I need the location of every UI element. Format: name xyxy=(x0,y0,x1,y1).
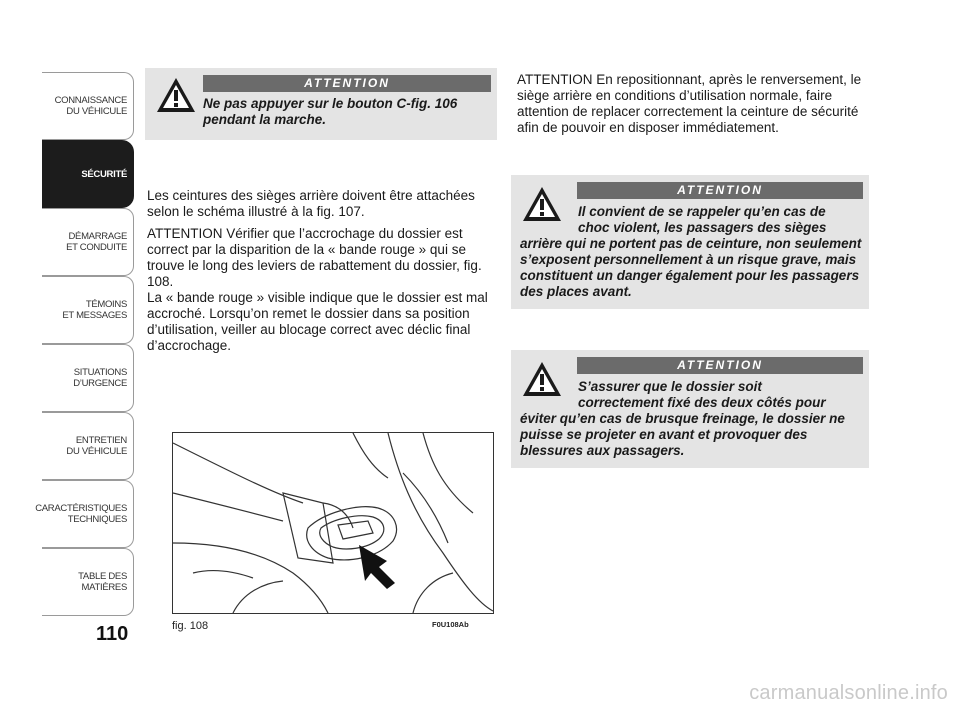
warning-text xyxy=(203,96,493,128)
warning-text xyxy=(520,379,865,459)
figure-108 xyxy=(172,432,494,614)
warning-text xyxy=(520,204,865,300)
warning-line: pendant la marche. xyxy=(203,112,327,127)
warning-line: Il convient de se rappeler qu’en cas de xyxy=(578,204,826,219)
tab-situations[interactable]: SITUATIONS D’URGENCE xyxy=(42,344,134,412)
arrow-icon xyxy=(359,545,395,589)
figure-code: F0U108Ab xyxy=(432,620,469,629)
tab-entretien[interactable]: ENTRETIEN DU VÉHICULE xyxy=(42,412,134,480)
warning-line: S’assurer que le dossier soit xyxy=(578,379,762,394)
warning-header: ATTENTION xyxy=(577,182,863,199)
tab-caracteristiques[interactable]: CARACTÉRISTIQUES TECHNIQUES xyxy=(42,480,134,548)
tab-securite[interactable]: SÉCURITÉ xyxy=(42,140,134,208)
tab-connaissance[interactable]: CONNAISSANCE DU VÉHICULE xyxy=(42,72,134,140)
warning-box-3 xyxy=(511,350,869,468)
warning-line: choc violent, les passagers des sièges xyxy=(578,220,827,235)
right-text-block xyxy=(517,72,872,142)
warning-header: ATTENTION xyxy=(577,357,863,374)
left-text-block xyxy=(147,188,499,360)
warning-triangle-icon xyxy=(155,76,197,114)
warning-line: éviter qu’en cas de brusque freinage, le dossier ne puisse se projeter en avant et provoquer des blessures aux passagers. xyxy=(520,411,845,458)
paragraph: La « bande rouge » visible indique que le dossier est mal accroché. Lorsqu’on remet le dossier dans sa position d’utilisation, veiller au blocage correct avec déclic final d’accrochage. xyxy=(147,290,488,353)
paragraph: ATTENTION En repositionnant, après le renversement, le siège arrière en conditions d’utilisation normale, faire attention de replacer correctement la ceinture de sécurité afin de pouvoir en disposer immédiatement. xyxy=(517,72,862,135)
warning-line: correctement fixé des deux côtés pour xyxy=(578,395,826,410)
warning-box-2 xyxy=(511,175,869,309)
seat-latch-illustration xyxy=(173,433,493,613)
tab-temoins[interactable]: TÉMOINS ET MESSAGES xyxy=(42,276,134,344)
tab-demarrage[interactable]: DÉMARRAGE ET CONDUITE xyxy=(42,208,134,276)
chapter-tabs xyxy=(35,72,134,616)
warning-header: ATTENTION xyxy=(203,75,491,92)
warning-line: arrière qui ne portent pas de ceinture, non seulement s’exposent personnellement à un risque grave, mais constituent un danger également pour les passagers des places avant. xyxy=(520,236,862,299)
paragraph: Les ceintures des sièges arrière doivent être attachées selon le schéma illustré à la fig. 107. xyxy=(147,188,475,219)
page-number: 110 xyxy=(96,623,129,645)
warning-box-1 xyxy=(145,68,497,140)
paragraph: ATTENTION Vérifier que l’accrochage du dossier est correct par la disparition de la « bande rouge » qui se trouve le long des leviers de rabattement du dossier, fig. 108. xyxy=(147,226,482,289)
warning-line: Ne pas appuyer sur le bouton C-fig. 106 xyxy=(203,96,458,111)
watermark: carmanualsonline.info xyxy=(749,682,948,704)
figure-caption: fig. 108 xyxy=(172,620,209,632)
tab-table-matieres[interactable]: TABLE DES MATIÈRES xyxy=(42,548,134,616)
